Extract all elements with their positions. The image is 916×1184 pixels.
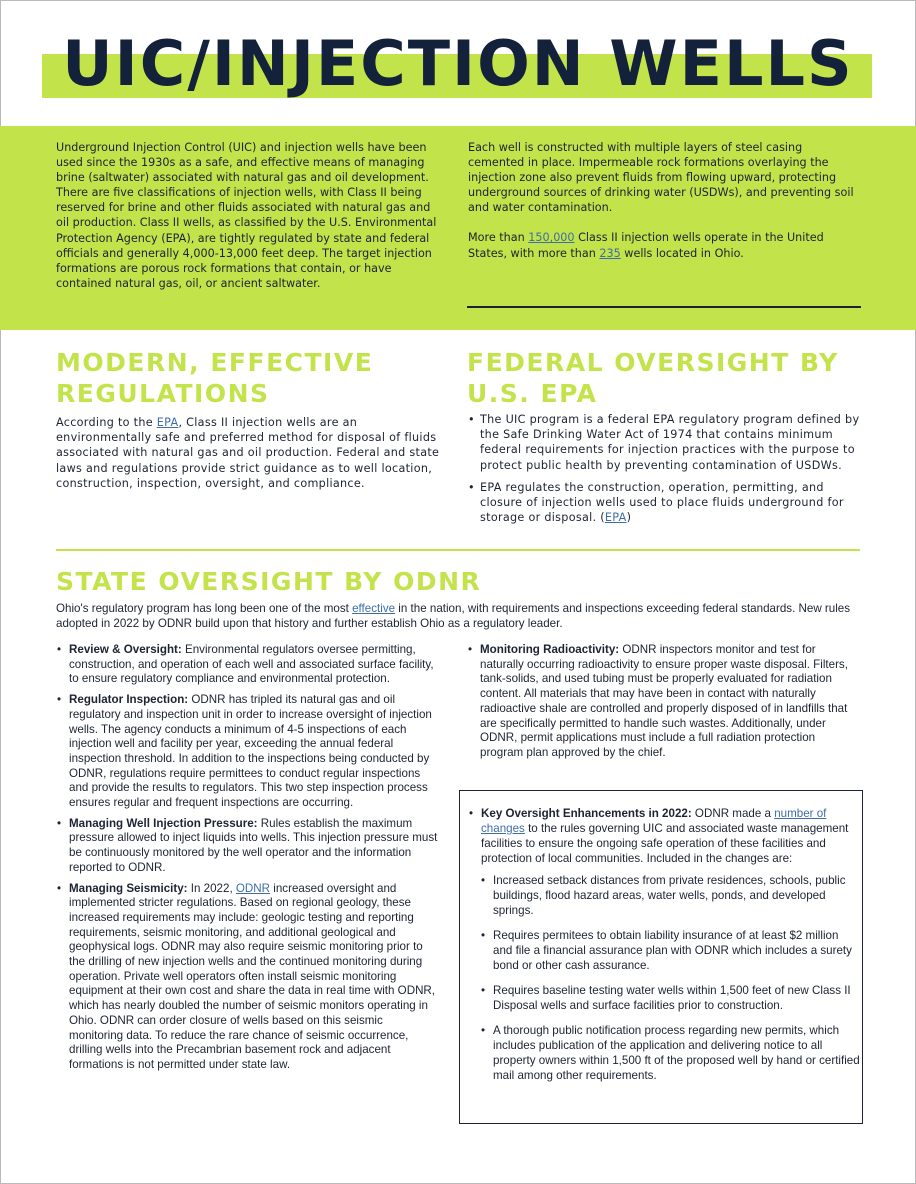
link-number-of-changes[interactable]: number of changes xyxy=(481,807,827,835)
link-150000[interactable]: 150,000 xyxy=(528,231,575,245)
state-oversight-right-column xyxy=(467,643,859,767)
link-epa-source[interactable]: EPA xyxy=(604,511,627,525)
bullet-injection-pressure: • Managing Well Injection Pressure: Rules establish the maximum pressure allowed to inject liquids into wells. This injection pressure must be continuously monitored by the well operator and the information reported to ODNR. xyxy=(56,817,440,876)
key-enhancements-content xyxy=(468,806,860,1093)
bullet-monitoring-radioactivity: • Monitoring Radioactivity: ODNR inspectors monitor and test for naturally occurring radioactivity to ensure proper waste disposal. Filters, tank-solids, and used tubing must be properly evaluated for radiation content. All materials that may have been in contact with naturally radioactive shale are controlled and properly disposed of in landfills that are specifically permitted to handle such wastes. Additionally, under ODNR, permit applications must include a full radiation protection program plan approved by the chief. xyxy=(467,643,859,761)
bullet-regulator-inspection: • Regulator Inspection: ODNR has tripled its natural gas and oil regulatory and inspection unit in order to increase oversight of injection wells. The agency conducts a minimum of 4-5 inspections of each injection well and facility per year, exceeding the annual federal inspection threshold. In addition to the inspections being conducted by ODNR, regulations require permittees to conduct regular inspections and provide the results to regulators. This two step inspection process ensures regular and frequent inspections are occurring. xyxy=(56,693,440,811)
heading-modern-regulations: MODERN, EFFECTIVE REGULATIONS xyxy=(56,348,374,408)
key-enhancements-lead: • Key Oversight Enhancements in 2022: ODNR made a number of changes to the rules governing UIC and associated waste management facilities to ensure the ongoing safe operation of these facilities and protection of local communities. Included in the changes are: xyxy=(468,806,860,866)
federal-oversight-list xyxy=(467,412,863,532)
federal-bullet-epa-regulates: • EPA regulates the construction, operation, permitting, and closure of injection wells used to place fluids underground for storage or disposal. (EPA) xyxy=(467,480,863,526)
intro-rule xyxy=(467,306,861,308)
enhancement-public-notification: • A thorough public notification process regarding new permits, which includes publication of the application and delivering notice to all property owners within 1,500 ft of the proposed well by hand or certified mail among other requirements. xyxy=(480,1023,860,1083)
page-title: UIC/INJECTION WELLS xyxy=(62,27,854,100)
heading-state-oversight: STATE OVERSIGHT BY ODNR xyxy=(56,567,482,596)
link-235[interactable]: 235 xyxy=(599,246,621,260)
state-oversight-intro: Ohio's regulatory program has long been one of the most effective in the nation, with requirements and inspections exceeding federal standards. New rules adopted in 2022 by ODNR build upon that history and further establish Ohio as a regulatory leader. xyxy=(56,602,851,630)
enhancement-setback-distances: • Increased setback distances from private residences, schools, public buildings, flood hazard areas, water wells, ponds, and developed springs. xyxy=(480,873,860,918)
bullet-managing-seismicity: • Managing Seismicity: In 2022, ODNR increased oversight and implemented stricter regulations. Based on regional geology, these increased requirements may include: geologic testing and reporting requirements, seismic monitoring, and additional geological and geophysical logs. ODNR may also require seismic monitoring prior to the drilling of new injection wells and the continued monitoring during operation. Private well operators often install seismic monitoring equipment at their own cost and share the data in real time with ODNR, which has nearly doubled the number of seismic monitors operating in Ohio. ODNR can order closure of wells based on this seismic monitoring data. To reduce the rare chance of seismic occurrence, drilling wells into the Precambrian basement rock and adjacent formations is not permitted under state law. xyxy=(56,882,440,1073)
state-oversight-left-column xyxy=(56,643,440,1079)
heading-federal-oversight: FEDERAL OVERSIGHT BY U.S. EPA xyxy=(467,348,839,408)
section-divider xyxy=(56,549,860,551)
modern-regulations-text: According to the EPA, Class II injection wells are an environmentally safe and preferred method for disposal of fluids associated with natural gas and oil production. Federal and state laws and regulations provide strict guidance as to well location, construction, inspection, oversight, and compliance. xyxy=(56,416,440,490)
link-effective[interactable]: effective xyxy=(352,602,396,615)
intro-left-paragraph: Underground Injection Control (UIC) and injection wells have been used since the 1930s as a safe, and effective means of managing brine (saltwater) associated with natural gas and oil development. There are five classifications of injection wells, with Class II being reserved for brine and other fluids associated with natural gas and oil production. Class II wells, as classified by the U.S. Environmental Protection Agency (EPA), are tightly regulated by state and federal officials and generally 4,000-13,000 feet deep. The target injection formations are porous rock formations that contain, or have contained natural gas, oil, or ancient saltwater. xyxy=(56,141,437,290)
link-odnr[interactable]: ODNR xyxy=(235,881,271,895)
federal-bullet-uic-program: • The UIC program is a federal EPA regulatory program defined by the Safe Drinking Water Act of 1974 that contains minimum federal requirements for injection practices with the purpose to protect public health by preventing contamination of USDWs. xyxy=(467,412,863,473)
intro-well-count-paragraph: More than 150,000 Class II injection wells operate in the United States, with more than 235 wells located in Ohio. xyxy=(468,231,824,260)
enhancement-baseline-testing: • Requires baseline testing water wells within 1,500 feet of new Class II Disposal wells and surface facilities prior to construction. xyxy=(480,983,860,1013)
intro-construction-paragraph: Each well is constructed with multiple layers of steel casing cemented in place. Impermeable rock formations overlaying the injection zone also prevent fluids from flowing upward, protecting underground sources of drinking water (USDWs), and preventing soil and water contamination. xyxy=(468,141,854,215)
bullet-review-oversight: • Review & Oversight: Environmental regulators oversee permitting, construction, and operation of each well and associated surface facility, to ensure regulatory compliance and environmental protection. xyxy=(56,643,440,687)
intro-right-column xyxy=(468,140,860,276)
enhancement-liability-insurance: • Requires permitees to obtain liability insurance of at least $2 million and file a financial assurance plan with ODNR which includes a surety bond or other cash assurance. xyxy=(480,928,860,973)
link-epa[interactable]: EPA xyxy=(156,416,179,429)
